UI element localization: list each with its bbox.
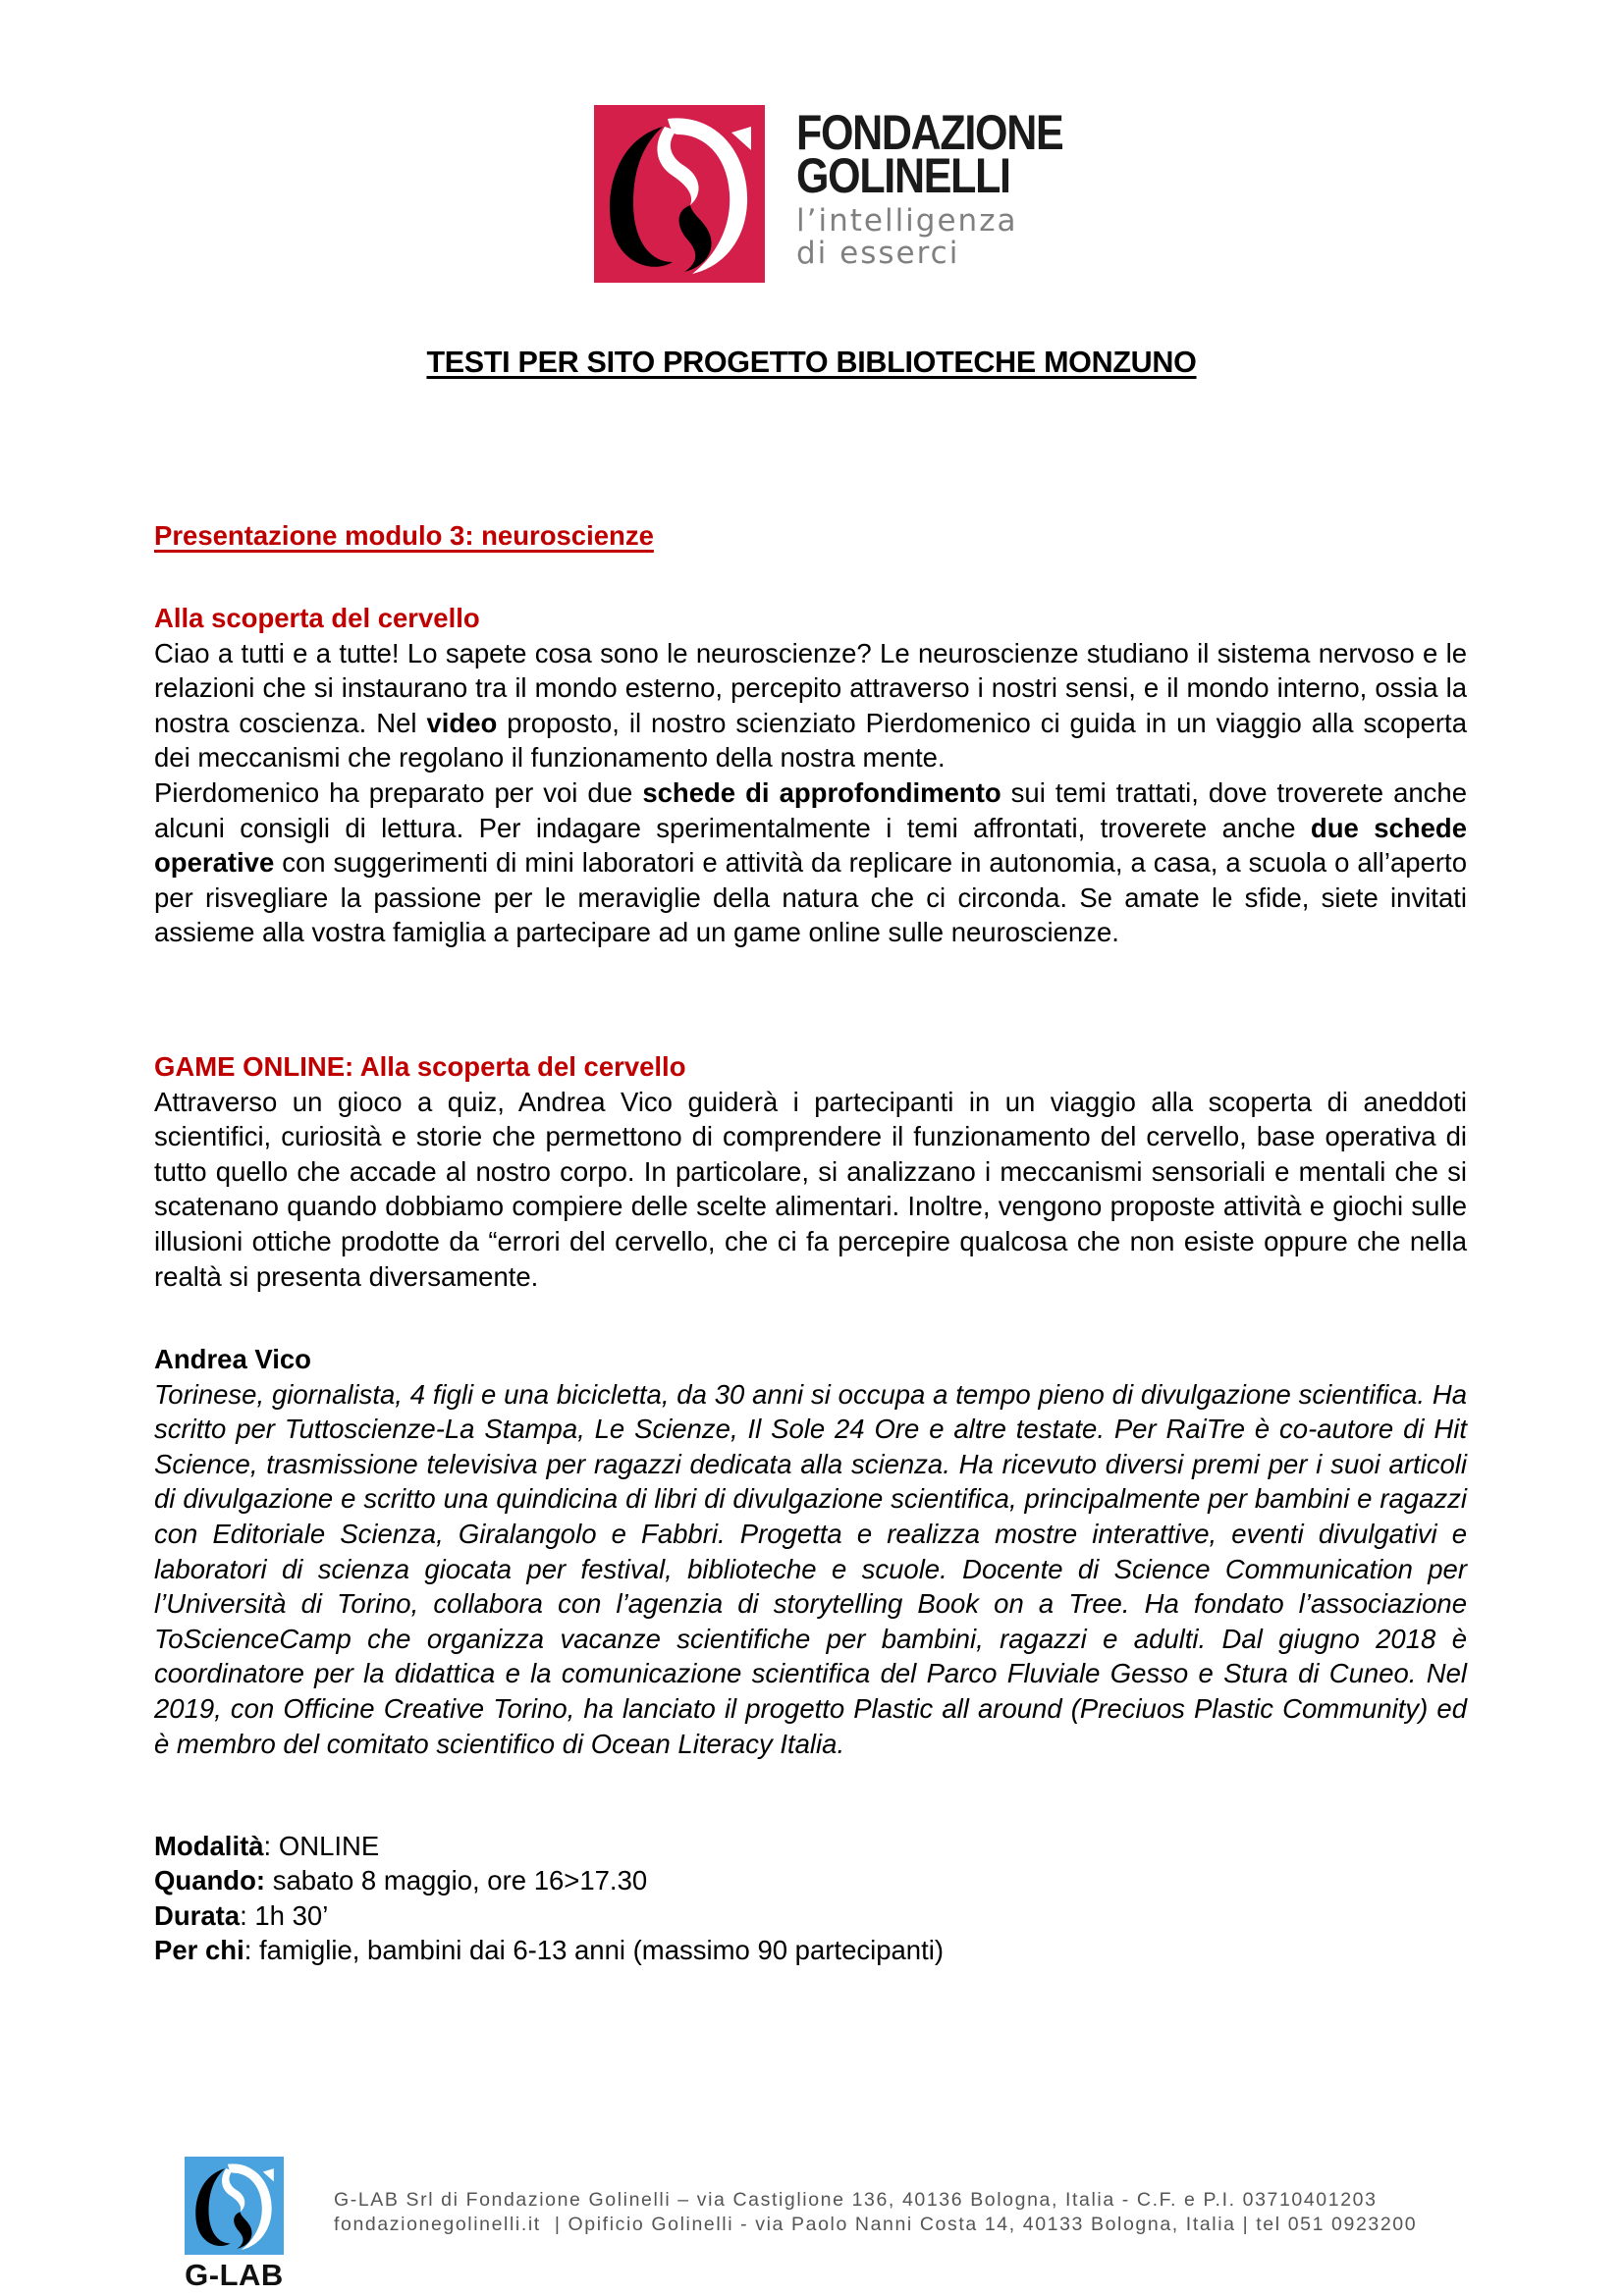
- info-value: ONLINE: [278, 1831, 380, 1861]
- glab-emblem-icon: [185, 2157, 284, 2255]
- logo-tagline-line1: l’intelligenza: [796, 203, 1018, 239]
- info-separator: [265, 1865, 273, 1896]
- info-value: 1h 30’: [254, 1899, 329, 1931]
- logo-tagline-line2: di esserci: [796, 236, 960, 271]
- bio-section: [154, 1342, 1467, 1761]
- intro-p2-text-c: con suggerimenti di mini laboratori e attività da replicare in autonomia, a casa, a scuola o all’aperto per risvegliare la passione per le meraviglie della natura che ci circonda. Se amate le sfide, siete invitati assieme alla vostra famiglia a partecipare ad un game online sulle neuroscienze.: [154, 847, 1467, 948]
- info-value: famiglie, bambini dai 6-13 anni (massimo 90 partecipanti): [259, 1934, 945, 1965]
- footer-address: [334, 2188, 1417, 2237]
- section-heading: [154, 518, 1467, 554]
- info-separator: :: [240, 1899, 255, 1931]
- bio-name: Andrea Vico: [154, 1344, 311, 1374]
- info-row-per-chi: [154, 1933, 1467, 1967]
- intro-p1-bold-video: video: [426, 707, 498, 738]
- info-label: Quando:: [154, 1865, 266, 1896]
- game-section: [154, 1049, 1467, 1294]
- intro-paragraph-2: [154, 775, 1467, 950]
- intro-p2-text-b: sui temi trattati, dove troverete anche alcuni consigli di lettura. Per indagare sperimentalmente i temi affrontati, troverete anche: [154, 776, 1467, 843]
- info-label: Per chi: [154, 1934, 244, 1965]
- game-paragraph: Attraverso un gioco a quiz, Andrea Vico guiderà i partecipanti in un viaggio alla scoperta di aneddoti scientifici, curiosità e storie che permettono di comprendere il funzionamento del cervello, base operativa di tutto quello che accade al nostro corpo. In particolare, si analizzano i meccanismi sensoriali e mentali che si scatenano quando dobbiamo compiere delle scelte alimentari. Inoltre, vengono proposte attività e giochi sulle illusioni ottiche prodotte da “errori del cervello, che ci fa percepire qualcosa che non esiste oppure che nella realtà si presenta diversamente.: [154, 1086, 1467, 1292]
- logo-name-line2: GOLINELLI: [796, 148, 1010, 203]
- info-label: Durata: [154, 1899, 241, 1931]
- intro-p2-text-a: Pierdomenico ha preparato per voi due: [154, 776, 643, 808]
- logo-name-line1: FONDAZIONE: [796, 105, 1063, 160]
- info-label: Modalità: [154, 1831, 264, 1861]
- intro-section: [154, 601, 1467, 950]
- info-row-quando: [154, 1863, 1467, 1897]
- game-heading: GAME ONLINE: Alla scoperta del cervello: [154, 1051, 686, 1082]
- fondazione-golinelli-logo: [594, 105, 1105, 283]
- document-title-text: TESTI PER SITO PROGETTO BIBLIOTECHE MONZUNO: [426, 346, 1197, 379]
- logo-wordmark: [796, 105, 1107, 270]
- footer-line-1: G-LAB Srl di Fondazione Golinelli – via Castiglione 136, 40136 Bologna, Italia - C.F. e P.I. 03710401203: [334, 2189, 1378, 2211]
- glab-logo: [185, 2157, 284, 2293]
- intro-p1-text-a: Ciao a tutti e a tutte! Lo sapete cosa sono le neuroscienze? Le neuroscienze studiano il sistema nervoso e le relazioni che si instaurano tra il mondo esterno, percepito attraverso i nostri sensi, e il mondo interno, ossia la nostra coscienza. Nel: [154, 637, 1467, 738]
- info-value: sabato 8 maggio, ore 16>17.30: [272, 1865, 648, 1896]
- intro-p1-text-b: proposto, il nostro scienziato Pierdomenico ci guida in un viaggio alla scoperta dei meccanismi che regolano il funzionamento della nostra mente.: [154, 707, 1467, 774]
- info-row-modalita: [154, 1829, 1467, 1863]
- info-separator: :: [263, 1831, 279, 1861]
- document-title: [0, 346, 1623, 380]
- intro-p2-bold-schede-operative: due schede operative: [154, 812, 1467, 879]
- info-row-durata: [154, 1898, 1467, 1933]
- intro-paragraph-1: [154, 636, 1467, 775]
- section-heading-text: Presentazione modulo 3: neuroscienze: [154, 520, 654, 551]
- intro-heading: Alla scoperta del cervello: [154, 603, 480, 633]
- info-separator: :: [243, 1934, 259, 1965]
- golinelli-emblem-icon: [594, 105, 765, 283]
- footer-line-2: fondazionegolinelli.it | Opificio Golinelli - via Paolo Nanni Costa 14, 40133 Bologna, Italia | tel 051 0923200: [334, 2214, 1418, 2235]
- intro-p2-bold-schede-approfondimento: schede di approfondimento: [642, 776, 1001, 808]
- bio-paragraph: Torinese, giornalista, 4 figli e una bicicletta, da 30 anni si occupa a tempo pieno di divulgazione scientifica. Ha scritto per Tuttoscienze-La Stampa, Le Scienze, Il Sole 24 Ore e altre testate. Per RaiTre è co-autore di Hit Science, trasmissione televisiva per ragazzi dedicata alla scienza. Ha ricevuto diversi premi per i suoi articoli di divulgazione e scritto una quindicina di libri di divulgazione scientifica, principalmente per bambini e ragazzi con Editoriale Scienza, Giralangolo e Fabbri. Progetta e realizza mostre interattive, eventi divulgativi e laboratori di scienza giocata per festival, biblioteche e scuole. Docente di Science Communication per l’Università di Torino, collabora con l’agenzia di storytelling Book on a Tree. Ha fondato l’associazione ToScienceCamp che organizza vacanze scientifiche per bambini, ragazzi e adulti. Dal giugno 2018 è coordinatore per la didattica e la comunicazione scientifica del Parco Fluviale Gesso e Stura di Cuneo. Nel 2019, con Officine Creative Torino, ha lanciato il progetto Plastic all around (Preciuos Plastic Community) ed è membro del comitato scientifico di Ocean Literacy Italia.: [154, 1378, 1467, 1759]
- event-info: [154, 1829, 1467, 1967]
- glab-brand-text: G-LAB: [185, 2258, 284, 2292]
